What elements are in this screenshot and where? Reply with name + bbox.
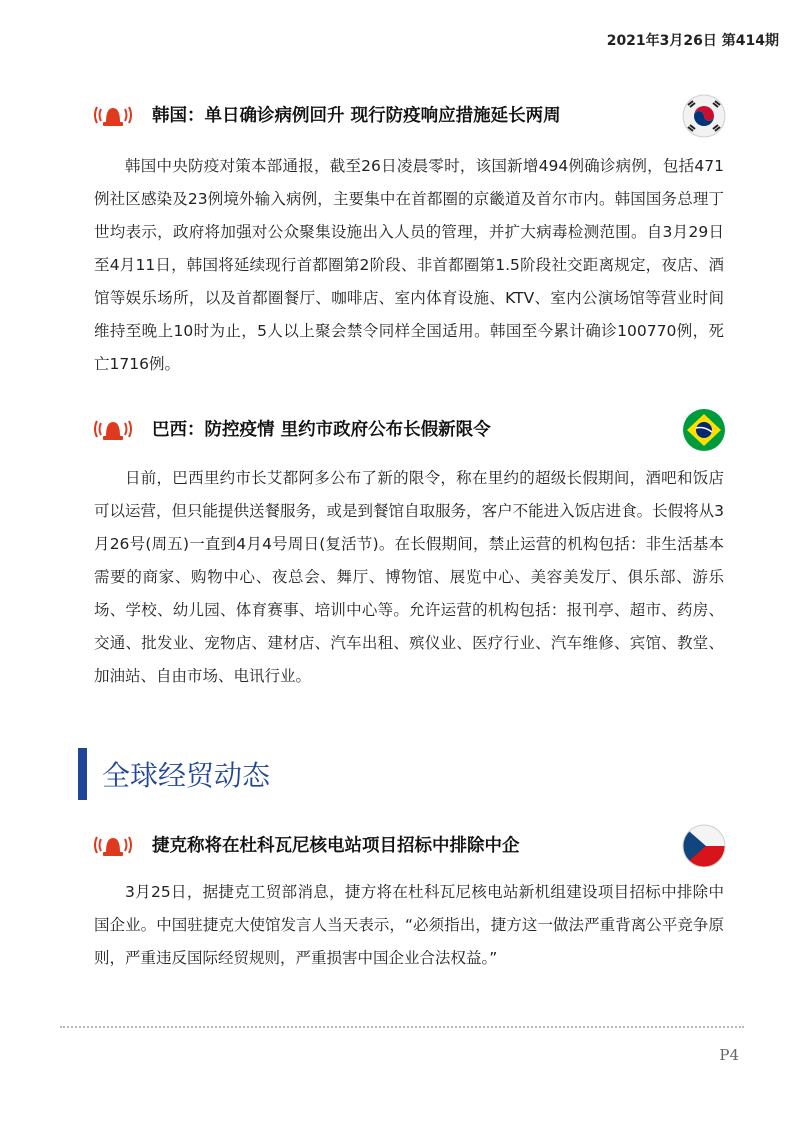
czech-flag-icon — [682, 824, 726, 868]
south-korea-flag-icon — [682, 94, 726, 138]
alarm-bell-icon — [94, 830, 132, 860]
section-header-korea — [82, 96, 732, 144]
section-title: 巴西：防控疫情 里约市政府公布长假新限令 — [152, 420, 491, 440]
alarm-bell-icon — [94, 414, 132, 444]
brazil-flag-icon — [682, 408, 726, 452]
section-body-brazil: 日前，巴西里约市长艾都阿多公布了新的限令，称在里约的超级长假期间，酒吧和饭店可以运营，但只能提供送餐服务，或是到餐馆自取服务，客户不能进入饭店进食。长假将从3月26号(周五)一直到4月4号周日(复活节)。在长假期间，禁止运营的机构包括：非生活基本需要的商家、购物中心、夜总会、舞厅、博物馆、展览中心、美容美发厅、俱乐部、游乐场、学校、幼儿园、体育赛事、培训中心等。允许运营的机构包括：报刊亭、超市、药房、交通、批发业、宠物店、建材店、汽车出租、殡仪业、医疗行业、汽车维修、宾馆、教堂、加油站、自由市场、电讯行业。 — [94, 469, 724, 685]
section-body-czech: 3月25日，据捷克工贸部消息，捷方将在杜科瓦尼核电站新机组建设项目招标中排除中国企业。中国驻捷克大使馆发言人当天表示，“必须指出，捷方这一做法严重背离公平竞争原则，严重违反国际经贸规则，严重损害中国企业合法权益。” — [94, 883, 724, 967]
page-number: P4 — [719, 1046, 739, 1064]
section-body-korea: 韩国中央防疫对策本部通报，截至26日凌晨零时，该国新增494例确诊病例，包括471例社区感染及23例境外输入病例，主要集中在首都圈的京畿道及首尔市内。韩国国务总理丁世均表示，政府将加强对公众聚集设施出入人员的管理，并扩大病毒检测范围。自3月29日至4月11日，韩国将延续现行首都圈第2阶段、非首都圈第1.5阶段社交距离规定，夜店、酒馆等娱乐场所，以及首都圈餐厅、咖啡店、室内体育设施、KTV、室内公演场馆等营业时间维持至晚上10时为止，5人以上聚会禁令同样全国适用。韩国至今累计确诊100770例，死亡1716例。 — [94, 157, 724, 373]
section-header-brazil — [82, 410, 732, 458]
section-title: 韩国：单日确诊病例回升 现行防疫响应措施延长两周 — [152, 106, 561, 126]
section-title: 捷克称将在杜科瓦尼核电站项目招标中排除中企 — [152, 836, 520, 856]
issue-date-number: 2021年3月26日 第414期 — [606, 33, 779, 49]
band-title: 全球经贸动态 — [102, 759, 271, 792]
section-band-global-trade — [78, 748, 478, 800]
band-accent-bar — [78, 748, 87, 800]
alarm-bell-icon — [94, 100, 132, 130]
section-header-czech — [82, 826, 732, 874]
footer-divider — [60, 1026, 744, 1028]
